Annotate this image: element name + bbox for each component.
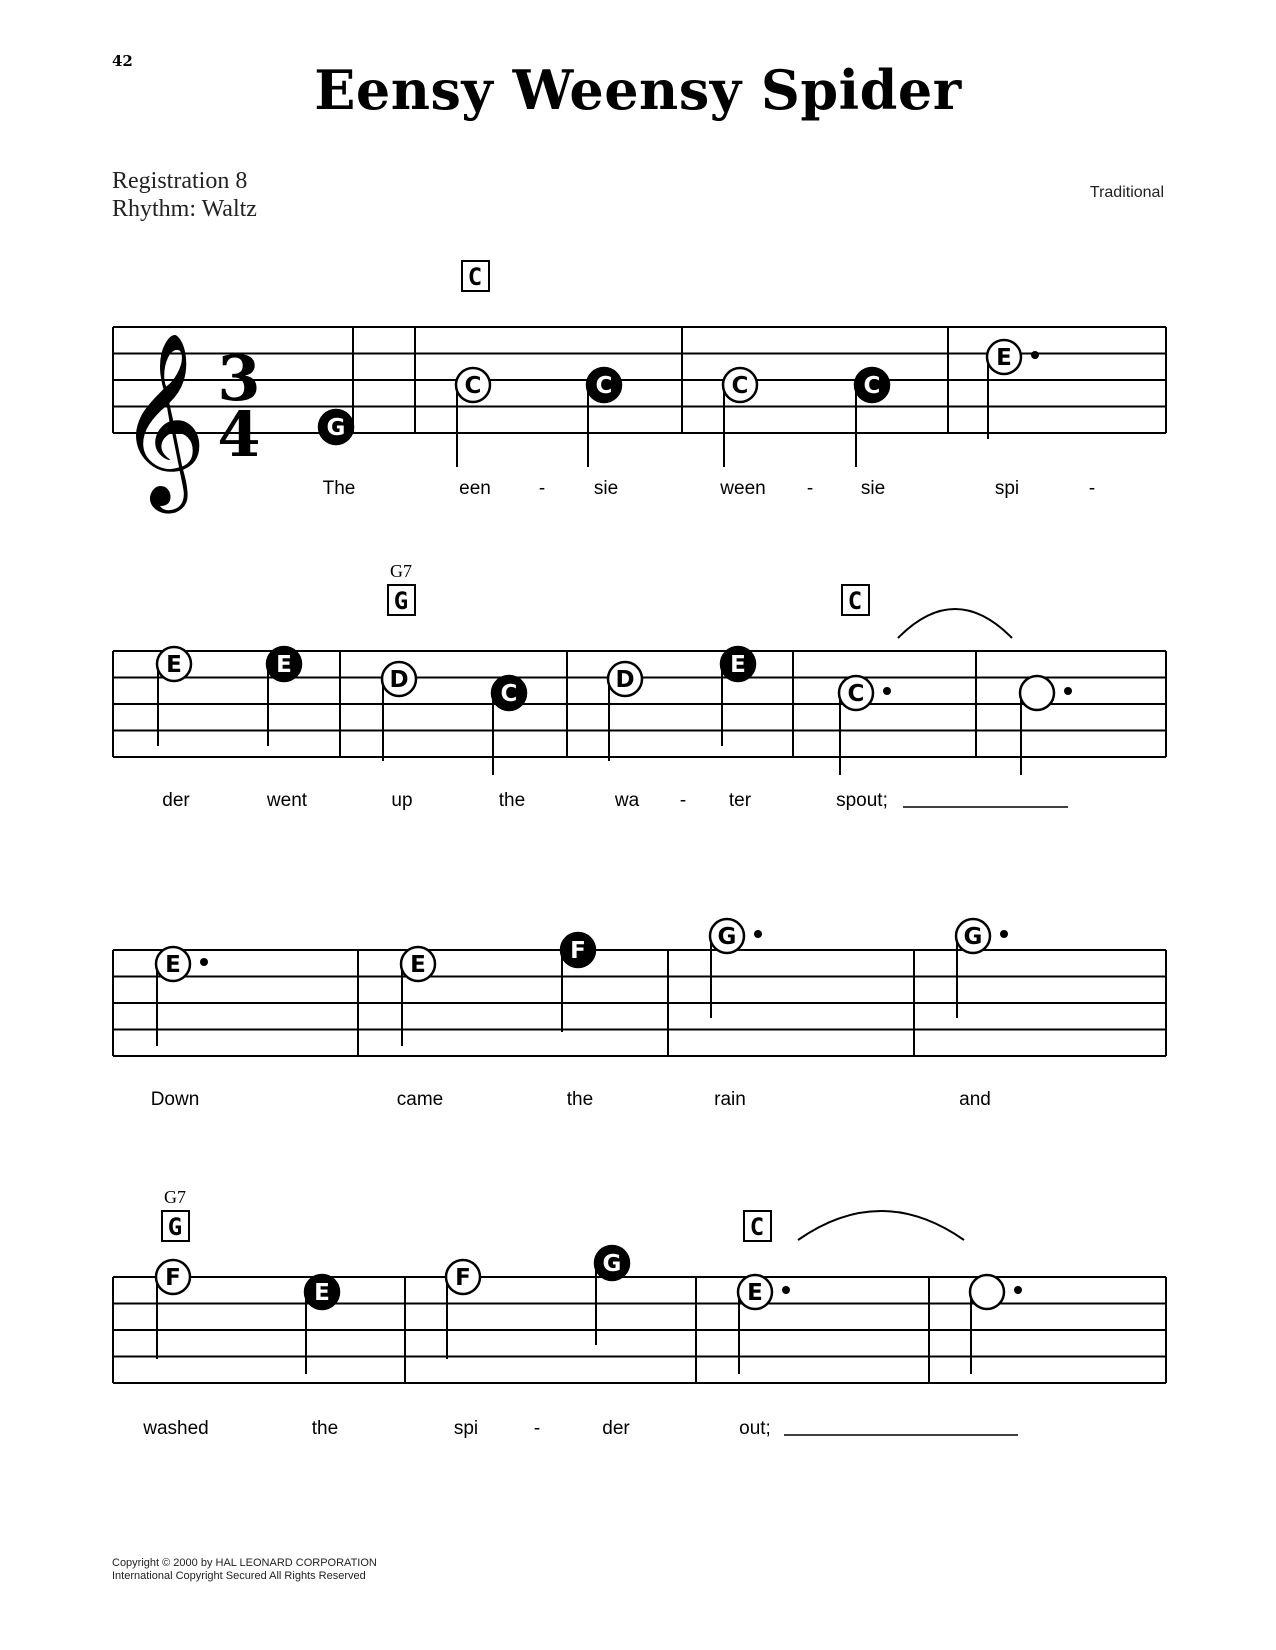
note-letter: G bbox=[602, 1251, 622, 1277]
lyric-syllable: ween bbox=[720, 478, 766, 499]
lyric-syllable: came bbox=[396, 1089, 444, 1110]
rhythm-label: Rhythm: Waltz bbox=[112, 196, 257, 222]
lyric-syllable: wa bbox=[614, 790, 640, 811]
note-head bbox=[970, 1275, 1004, 1309]
page-number: 42 bbox=[112, 52, 133, 70]
note-letter: E bbox=[410, 952, 426, 978]
lyric-syllable: and bbox=[959, 1089, 991, 1110]
note-letter: C bbox=[731, 373, 749, 399]
lyric-syllable: - bbox=[1088, 478, 1096, 499]
note-letter: E bbox=[276, 652, 292, 678]
note-letter: F bbox=[165, 1265, 181, 1291]
note-head bbox=[1020, 676, 1054, 710]
registration-label: Registration 8 bbox=[112, 168, 248, 194]
lyric-syllable: the bbox=[311, 1418, 339, 1439]
note-letter: G bbox=[717, 924, 737, 950]
note-dot bbox=[883, 687, 891, 695]
note-letter: F bbox=[570, 938, 586, 964]
note-letter: D bbox=[615, 667, 635, 693]
note-letter: E bbox=[166, 652, 182, 678]
note-letter: C bbox=[863, 373, 881, 399]
tie-curve bbox=[798, 1211, 964, 1240]
note-letter: G bbox=[326, 415, 346, 441]
treble-clef-icon: 𝄞 bbox=[118, 332, 207, 506]
lyric-syllable: went bbox=[266, 790, 308, 811]
lyric-syllable: een bbox=[459, 478, 491, 499]
note-letter: C bbox=[464, 373, 482, 399]
chord-letter: C bbox=[847, 587, 863, 615]
note-letter: C bbox=[595, 373, 613, 399]
lyric-syllable: the bbox=[498, 790, 526, 811]
lyric-syllable: - bbox=[806, 478, 814, 499]
lyric-syllable: spi bbox=[453, 1418, 479, 1439]
time-signature-top: 3 bbox=[217, 342, 261, 415]
staff-system bbox=[113, 261, 1166, 514]
note-letter: F bbox=[455, 1265, 471, 1291]
lyric-syllable: - bbox=[533, 1418, 541, 1439]
copyright-notice bbox=[112, 1557, 377, 1583]
note-letter: D bbox=[389, 667, 409, 693]
note-dot bbox=[1064, 687, 1072, 695]
lyric-syllable: sie bbox=[593, 478, 619, 499]
lyric-syllable: sie bbox=[860, 478, 886, 499]
lyric-syllable: spi bbox=[994, 478, 1020, 499]
chord-letter: G bbox=[167, 1213, 183, 1241]
tie-curve bbox=[898, 609, 1012, 638]
lyric-syllable: der bbox=[602, 1418, 630, 1439]
copyright-rights-line: International Copyright Secured All Rights Reserved bbox=[112, 1570, 366, 1582]
chord-letter: G bbox=[393, 587, 409, 615]
note-dot bbox=[754, 930, 762, 938]
lyric-syllable: - bbox=[538, 478, 546, 499]
chord-letter: C bbox=[749, 1213, 765, 1241]
note-letter: C bbox=[500, 681, 518, 707]
lyric-syllable: up bbox=[391, 790, 413, 811]
note-letter: G bbox=[963, 924, 983, 950]
note-dot bbox=[1031, 351, 1039, 359]
note-dot bbox=[1000, 930, 1008, 938]
note-letter: E bbox=[747, 1280, 763, 1306]
lyric-syllable: ter bbox=[728, 790, 752, 811]
lyric-syllable: washed bbox=[143, 1418, 209, 1439]
note-dot bbox=[1014, 1286, 1022, 1294]
lyric-syllable: the bbox=[566, 1089, 594, 1110]
composer-credit: Traditional bbox=[1089, 184, 1164, 201]
note-letter: C bbox=[847, 681, 865, 707]
lyric-syllable: - bbox=[679, 790, 687, 811]
copyright-line: Copyright © 2000 by HAL LEONARD CORPORATION bbox=[112, 1557, 377, 1569]
time-signature-bottom: 4 bbox=[217, 398, 261, 471]
lyric-syllable: rain bbox=[714, 1089, 746, 1110]
staff-system bbox=[113, 561, 1166, 811]
page-title: Eensy Weensy Spider bbox=[314, 58, 962, 122]
lyric-syllable: Down bbox=[150, 1089, 200, 1110]
note-letter: E bbox=[314, 1280, 330, 1306]
staff-system bbox=[113, 919, 1166, 1110]
note-letter: E bbox=[996, 345, 1012, 371]
note-letter: E bbox=[730, 652, 746, 678]
lyric-syllable: The bbox=[322, 478, 356, 499]
lyric-syllable: out; bbox=[739, 1418, 771, 1439]
lyric-syllable: spout; bbox=[836, 790, 888, 811]
note-dot bbox=[200, 958, 208, 966]
note-letter: E bbox=[165, 952, 181, 978]
note-dot bbox=[782, 1286, 790, 1294]
lyric-syllable: der bbox=[162, 790, 190, 811]
staff-system bbox=[113, 1187, 1166, 1439]
chord-letter: C bbox=[467, 263, 483, 291]
chord-name: G7 bbox=[390, 561, 412, 581]
chord-name: G7 bbox=[164, 1187, 186, 1207]
